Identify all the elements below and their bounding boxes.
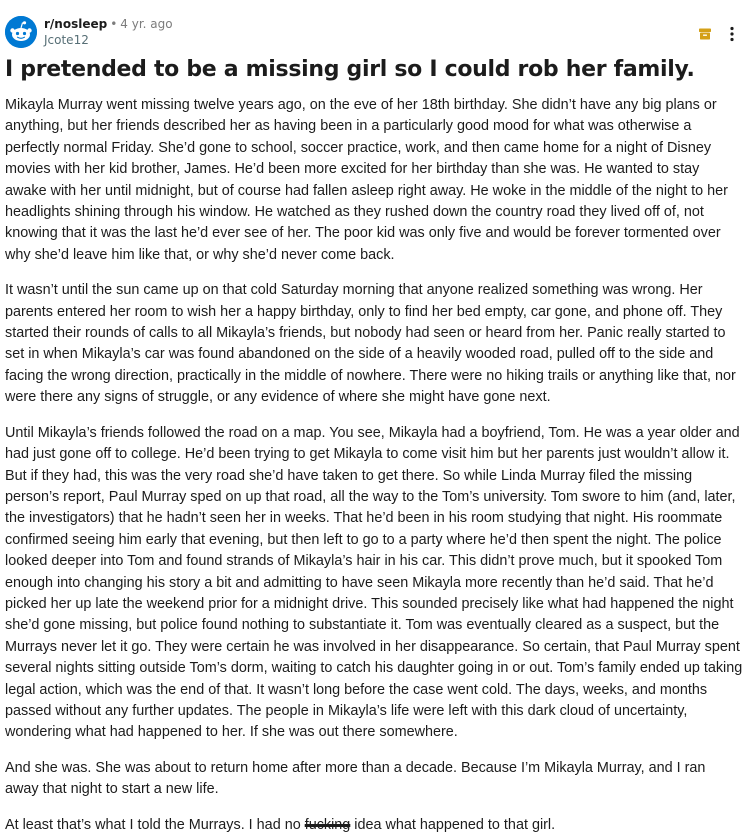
post-meta bbox=[44, 16, 173, 48]
post-body bbox=[5, 95, 743, 836]
body-paragraph: Until Mikayla’s friends followed the road on a map. You see, Mikayla had a boyfriend, Tom. He was a year older and had just gone off to college. He’d been trying to get Mikayla to come visit him but her parents just wouldn’t allow it. But if they had, this was the very road she’d have taken to get there. So while Linda Murray filed the missing person’s report, Paul Murray sped on up that road, all the way to the Tom’s university. Tom swore to him (and, later, the investigators) that he hadn’t seen her in weeks. That he’d been in his room studying that night. His roommate confirmed seeing him early that evening, but then left to go to a party where he’d then spent the night. The police looked deeper into Tom and found strands of Mikayla’s hair in his car. This didn’t prove much, but it spooked Tom enough into changing his story a bit and admitting to have seen Mikayla more recently than he’d said. That he’d picked her up late the weekend prior for a midnight drive. This sounded precisely like what had happened the night she’d gone missing, but police found nothing to substantiate it. Tom was eventually cleared as a suspect, but the Murrays never let it go. They were certain he was involved in her disappearance. So certain, that Paul Murray spent several nights sitting outside Tom’s dorm, waiting to catch his daughter going in or out. Tom’s family ended up taking legal action, which was the end of that. It wasn’t long before the case went cold. The days, weeks, and months passed without any further updates. The people in Mikayla’s life were left with this dark cloud of uncertainty, wondering what had happened to her. If she was out there somewhere. bbox=[5, 424, 743, 741]
body-paragraph: And she was. She was about to return home after more than a decade. Because I’m Mikayla Murray, and I ran away that night to start a new life. bbox=[5, 759, 706, 798]
meta-separator: • bbox=[110, 17, 118, 31]
vertical-ellipsis-icon[interactable] bbox=[724, 24, 740, 44]
archive-icon[interactable] bbox=[698, 27, 712, 41]
final-text-before: At least that’s what I told the Murrays. I had no bbox=[5, 816, 305, 833]
body-paragraph: Mikayla Murray went missing twelve years ago, on the eve of her 18th birthday. She didn’t have any big plans or anything, but her friends described her as having been in a particularly good mood for what was otherwise a perfectly normal Friday. She’d gone to school, soccer practice, work, and then came home for a night of Disney movies with her kid brother, James. He’d been more excited for her birthday than she was. He wanted to stay awake with her until midnight, but of course had fallen asleep right away. He woke in the middle of the night to her headlights shining through his window. He watched as they rushed down the country road they lived off of, not knowing that it was the last he’d ever see of her. The poor kid was only five and would be forever tormented over why she’d leave him like that, or why she’d never come back. bbox=[5, 97, 728, 263]
post-title[interactable]: I pretended to be a missing girl so I could rob her family. bbox=[5, 57, 695, 82]
subreddit-avatar[interactable] bbox=[5, 16, 37, 48]
final-paragraph bbox=[5, 815, 743, 836]
post-age: 4 yr. ago bbox=[120, 17, 173, 31]
author-link[interactable]: Jcote12 bbox=[44, 33, 89, 47]
reddit-snoo-icon bbox=[5, 16, 37, 48]
post-header bbox=[0, 0, 745, 54]
struck-word: fucking bbox=[304, 816, 351, 833]
body-paragraph: It wasn’t until the sun came up on that cold Saturday morning that anyone realized something was wrong. Her parents entered her room to wish her a happy birthday, only to find her bed empty, car gone, and phone off. They started their rounds of calls to all Mikayla’s friends, but nobody had seen or heard from her. Panic really started to set in when Mikayla’s car was found abandoned on the side of a heavily wooded road, pulled off to the side and facing the wrong direction, practically in the middle of nowhere. There were no hiking trails or anything like that, nor were there any signs of struggle, or any evidence of where she might have gone next. bbox=[5, 282, 736, 406]
subreddit-link[interactable]: r/nosleep bbox=[44, 17, 108, 31]
final-text-after: idea what happened to that girl. bbox=[350, 816, 556, 833]
